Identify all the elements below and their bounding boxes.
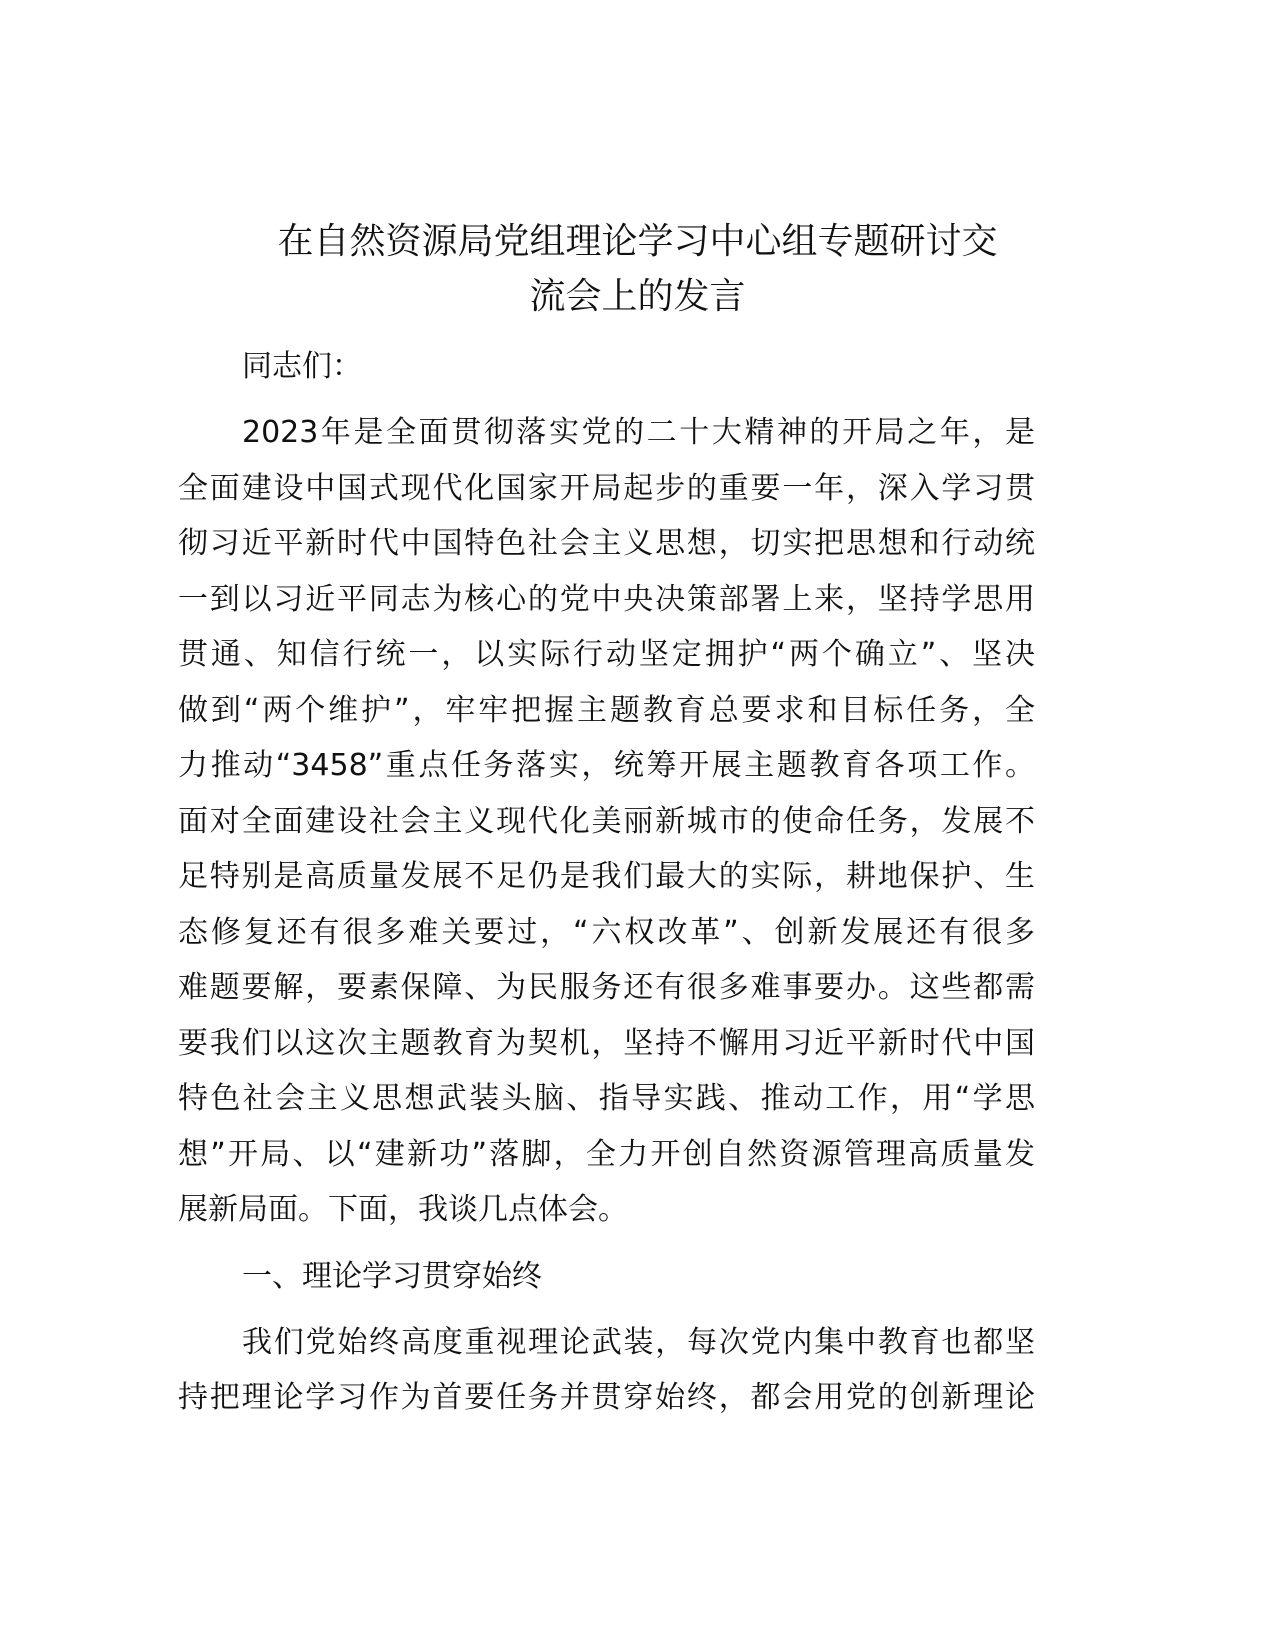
paragraph-line: 展新局面。下面，我谈几点体会。 xyxy=(178,1192,628,1227)
paragraph-line: 彻习近平新时代中国特色社会主义思想，切实把思想和行动统 xyxy=(178,526,1035,561)
paragraph-line: 特色社会主义思想武装头脑、指导实践、推动工作，用“学思 xyxy=(178,1081,1035,1116)
paragraph-line: 力推动“3458”重点任务落实，统筹开展主题教育各项工作。 xyxy=(178,748,1035,783)
salutation: 同志们： xyxy=(242,349,362,384)
document-title-line-2: 流会上的发言 xyxy=(529,276,746,317)
paragraph-line: 面对全面建设社会主义现代化美丽新城市的使命任务，发展不 xyxy=(178,804,1035,839)
section-heading-1: 一、理论学习贯穿始终 xyxy=(242,1259,542,1294)
paragraph-line: 我们党始终高度重视理论武装，每次党内集中教育也都坚 xyxy=(242,1325,1035,1360)
paragraph-line: 持把理论学习作为首要任务并贯穿始终，都会用党的创新理论 xyxy=(178,1380,1035,1415)
document-title-line-1: 在自然资源局党组理论学习中心组专题研讨交 xyxy=(277,221,998,262)
paragraph-line: 态修复还有很多难关要过，“六权改革”、创新发展还有很多 xyxy=(178,915,1035,950)
paragraph-line: 难题要解，要素保障、为民服务还有很多难事要办。这些都需 xyxy=(178,970,1035,1005)
paragraph-line: 要我们以这次主题教育为契机，坚持不懈用习近平新时代中国 xyxy=(178,1026,1035,1061)
paragraph-line: 全面建设中国式现代化国家开局起步的重要一年，深入学习贯 xyxy=(178,471,1035,506)
paragraph-line: 想”开局、以“建新功”落脚，全力开创自然资源管理高质量发 xyxy=(178,1137,1035,1172)
paragraph-line: 足特别是高质量发展不足仍是我们最大的实际，耕地保护、生 xyxy=(178,859,1035,894)
paragraph-line: 做到“两个维护”，牢牢把握主题教育总要求和目标任务，全 xyxy=(178,693,1035,728)
paragraph-line: 2023年是全面贯彻落实党的二十大精神的开局之年，是 xyxy=(242,415,1035,450)
paragraph-line: 贯通、知信行统一，以实际行动坚定拥护“两个确立”、坚决 xyxy=(178,637,1035,672)
paragraph-line: 一到以习近平同志为核心的党中央决策部署上来，坚持学思用 xyxy=(178,582,1035,617)
